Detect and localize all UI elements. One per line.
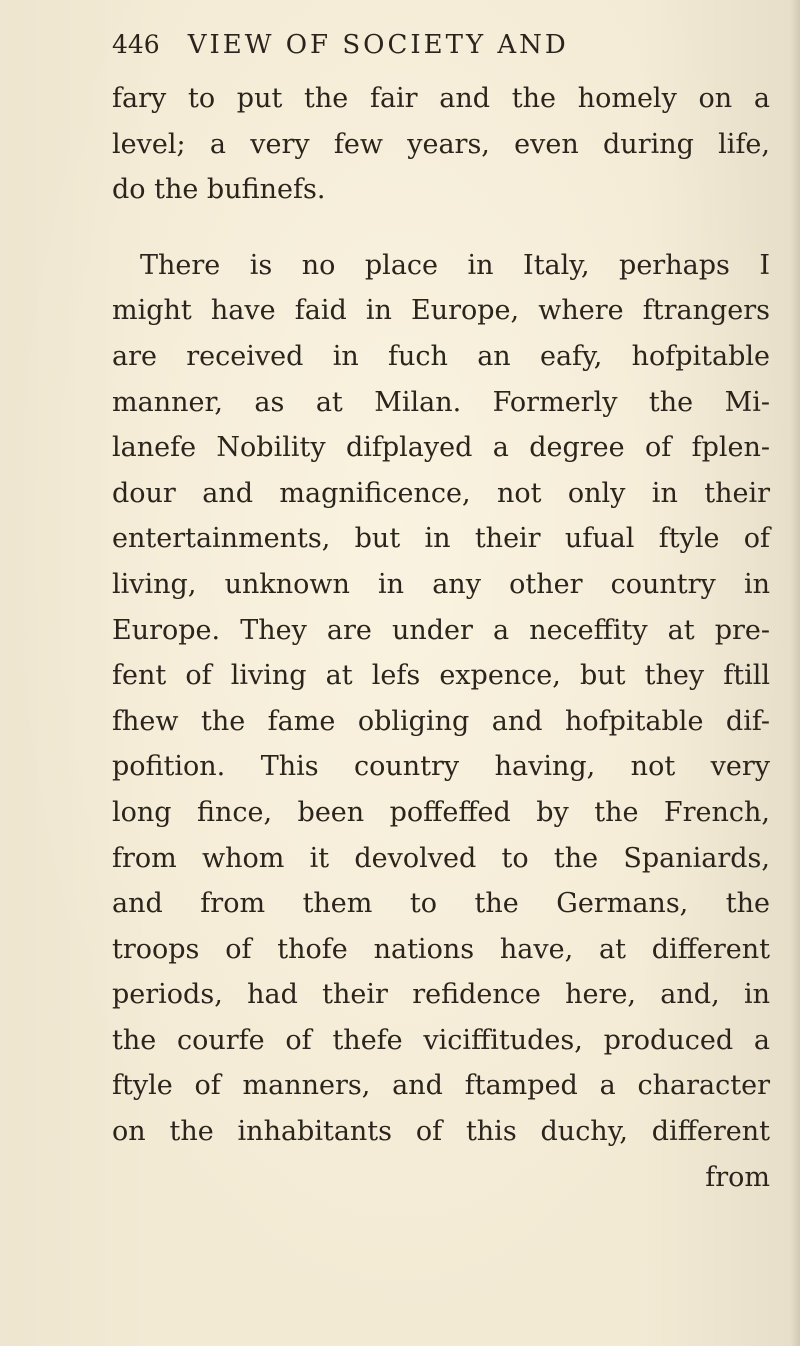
text-line: dour and magnificence, not only in their (112, 477, 770, 509)
body-text (112, 76, 770, 1200)
paragraph-gap (112, 213, 770, 243)
page-header (112, 30, 772, 70)
text-line: long fince, been poffeffed by the French, (112, 796, 770, 828)
text-line: the courfe of thefe viciffitudes, produced a (112, 1024, 770, 1056)
paragraph-2 (112, 243, 770, 1155)
text-line: entertainments, but in their ufual ftyle of (112, 523, 770, 555)
catchword: from (705, 1161, 770, 1193)
text-line: level; a very few years, even during life, (112, 128, 770, 160)
paragraph-1 (112, 76, 770, 213)
text-line: living, unknown in any other country in (112, 568, 770, 600)
text-line: fary to put the fair and the homely on a (112, 83, 770, 114)
running-head: VIEW OF SOCIETY AND (187, 30, 569, 60)
text-line: from whom it devolved to the Spaniards, (112, 842, 770, 874)
text-line: do the bufinefs. (112, 174, 326, 206)
text-line: manner, as at Milan. Formerly the Mi- (112, 386, 770, 418)
text-line: fent of living at lefs expence, but they ftill (112, 660, 770, 692)
text-line: periods, had their refidence here, and, in (112, 979, 770, 1011)
text-line: fhew the fame obliging and hofpitable dif- (112, 705, 770, 737)
text-line: might have faid in Europe, where ftrangers (112, 295, 770, 327)
page-edge-shadow (790, 0, 800, 1346)
text-line: are received in fuch an eafy, hofpitable (112, 340, 770, 372)
text-line: troops of thofe nations have, at different (112, 933, 770, 965)
text-line: and from them to the Germans, the (112, 888, 770, 920)
text-line: Europe. They are under a neceffity at pre- (112, 614, 770, 646)
text-line: lanefe Nobility difplayed a degree of fplen- (112, 432, 770, 464)
text-line: ftyle of manners, and ftamped a character (112, 1070, 770, 1102)
text-line: pofition. This country having, not very (112, 751, 770, 783)
page-number: 446 (112, 30, 160, 59)
text-line: on the inhabitants of this duchy, different (112, 1116, 770, 1148)
text-line: There is no place in Italy, perhaps I (140, 249, 770, 281)
